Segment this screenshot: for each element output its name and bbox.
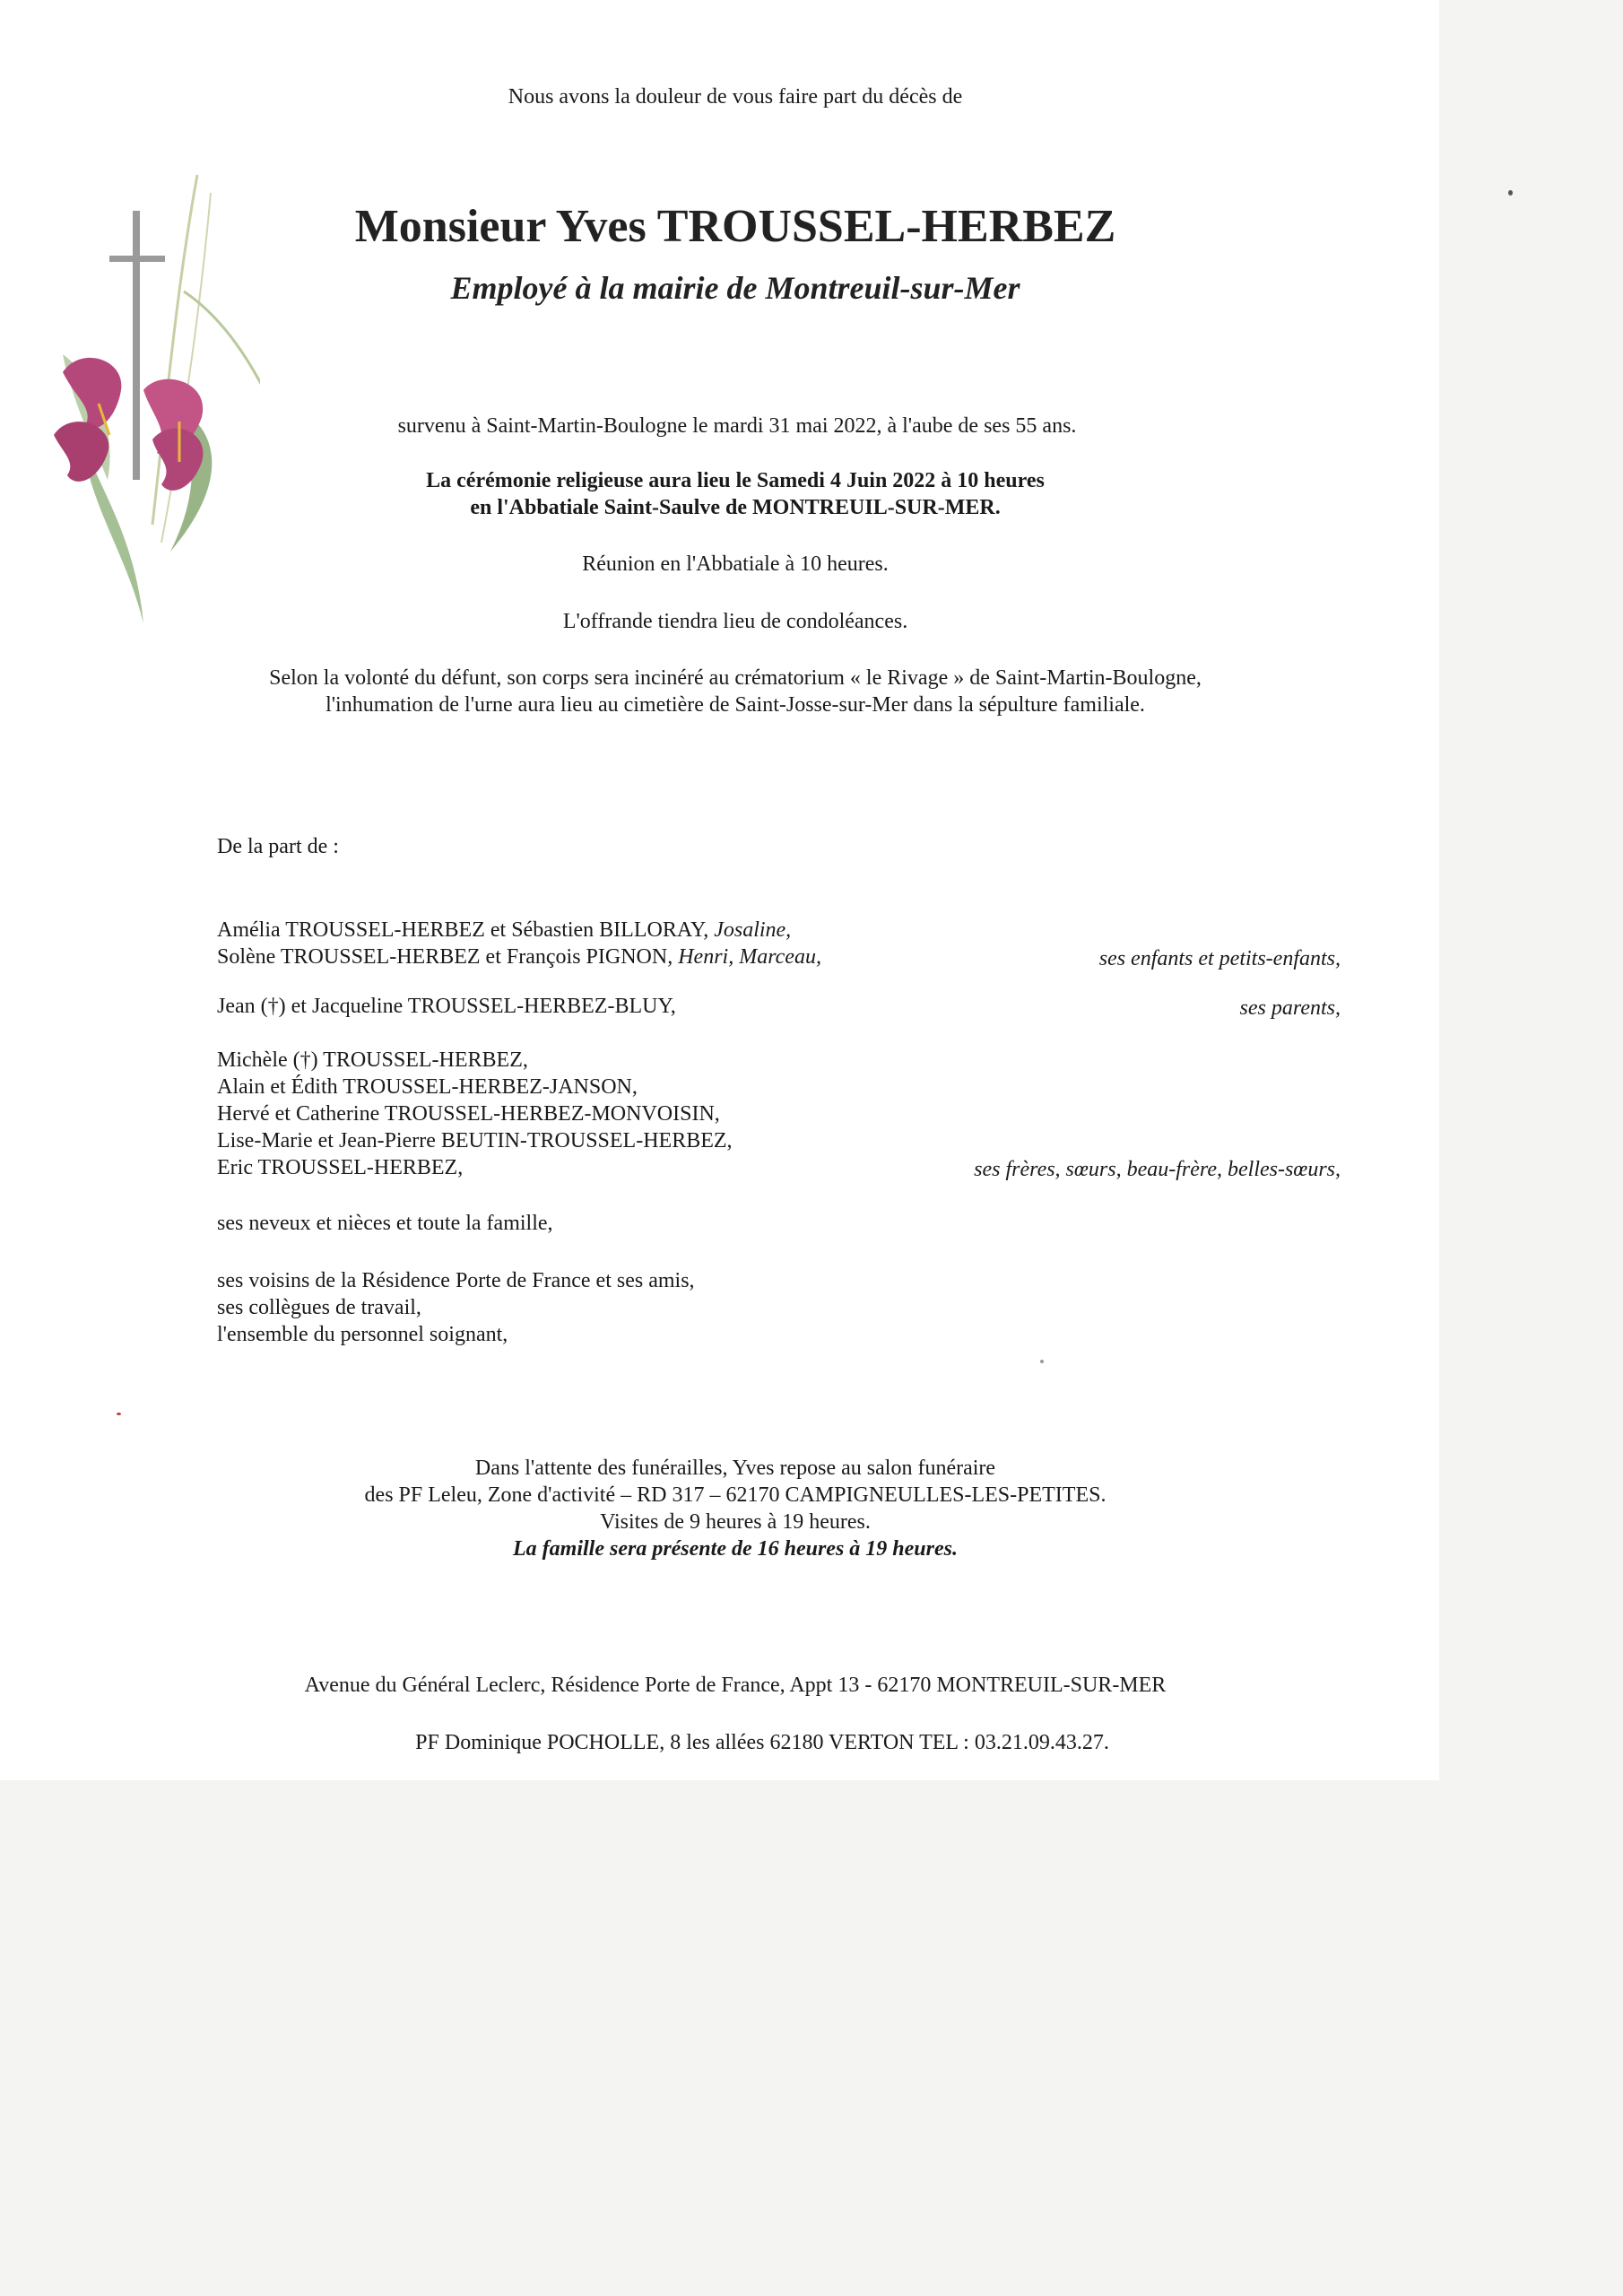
funeral-home-line1: Dans l'attente des funérailles, Yves repose au salon funéraire (474, 1457, 996, 1480)
grandchildren-names-2: Henri, Marceau, (673, 945, 821, 969)
children-names-1: Amélia TROUSSEL-HERBEZ et Sébastien BILLORAY, (217, 918, 709, 942)
grandchildren-names-1: Josaline, (708, 918, 792, 942)
cremation-line1: Selon la volonté du défunt, son corps sera incinéré au crématorium « le Rivage » de Saint-Martin-Boulogne, (269, 666, 1202, 690)
cross-and-lily-icon (45, 166, 260, 632)
sibling-line: Lise-Marie et Jean-Pierre BEUTIN-TROUSSEL-HERBEZ, (217, 1129, 733, 1152)
funeral-home-line2: des PF Leleu, Zone d'activité – RD 317 – 62170 CAMPIGNEULLES-LES-PETITES. (364, 1483, 1107, 1507)
parents-line: Jean (†) et Jacqueline TROUSSEL-HERBEZ-BLUY, (217, 995, 676, 1018)
nephews-line: ses neveux et nièces et toute la famille, (217, 1212, 553, 1235)
others-line: l'ensemble du personnel soignant, (217, 1323, 508, 1346)
children-line2 (217, 944, 821, 970)
sibling-line: Eric TROUSSEL-HERBEZ, (217, 1156, 464, 1179)
address-line: Avenue du Général Leclerc, Résidence Porte de France, Appt 13 - 62170 MONTREUIL-SUR-MER (304, 1674, 1167, 1697)
scan-speck (117, 1413, 121, 1415)
siblings-relation: ses frères, sœurs, beau-frère, belles-sœurs, (974, 1158, 1341, 1181)
cremation-line2: l'inhumation de l'urne aura lieu au cimetière de Saint-Josse-sur-Mer dans la sépulture familiale. (325, 693, 1145, 717)
others-line: ses voisins de la Résidence Porte de France et ses amis, (217, 1269, 695, 1292)
scan-speck (1040, 1360, 1044, 1363)
death-notice: survenu à Saint-Martin-Boulogne le mardi 31 mai 2022, à l'aube de ses 55 ans. (397, 414, 1077, 438)
ceremony-line2: en l'Abbatiale Saint-Saulve de MONTREUIL-SUR-MER. (470, 496, 1001, 519)
intro-text: Nous avons la douleur de vous faire part du décès de (508, 85, 963, 109)
ceremony-line1: La cérémonie religieuse aura lieu le Samedi 4 Juin 2022 à 10 heures (426, 469, 1045, 492)
deceased-name: Monsieur Yves TROUSSEL-HERBEZ (354, 201, 1116, 252)
undertaker-line: PF Dominique POCHOLLE, 8 les allées 62180 VERTON TEL : 03.21.09.43.27. (415, 1731, 1109, 1754)
children-names-2: Solène TROUSSEL-HERBEZ et François PIGNON, (217, 945, 673, 969)
from-label: De la part de : (217, 835, 339, 858)
sibling-line: Michèle (†) TROUSSEL-HERBEZ, (217, 1048, 528, 1072)
children-line1 (217, 917, 791, 944)
meeting-text: Réunion en l'Abbatiale à 10 heures. (582, 552, 889, 576)
family-presence: La famille sera présente de 16 heures à 19 heures. (513, 1537, 958, 1561)
scan-speck (1508, 190, 1513, 196)
others-line: ses collègues de travail, (217, 1296, 421, 1319)
parents-relation: ses parents, (1239, 996, 1341, 1020)
offering-text: L'offrande tiendra lieu de condoléances. (562, 610, 908, 633)
visits-hours: Visites de 9 heures à 19 heures. (600, 1510, 871, 1534)
children-relation: ses enfants et petits-enfants, (1098, 947, 1341, 970)
sibling-line: Hervé et Catherine TROUSSEL-HERBEZ-MONVOISIN, (217, 1102, 720, 1126)
deceased-occupation: Employé à la mairie de Montreuil-sur-Mer (450, 270, 1020, 306)
sibling-line: Alain et Édith TROUSSEL-HERBEZ-JANSON, (217, 1075, 638, 1099)
